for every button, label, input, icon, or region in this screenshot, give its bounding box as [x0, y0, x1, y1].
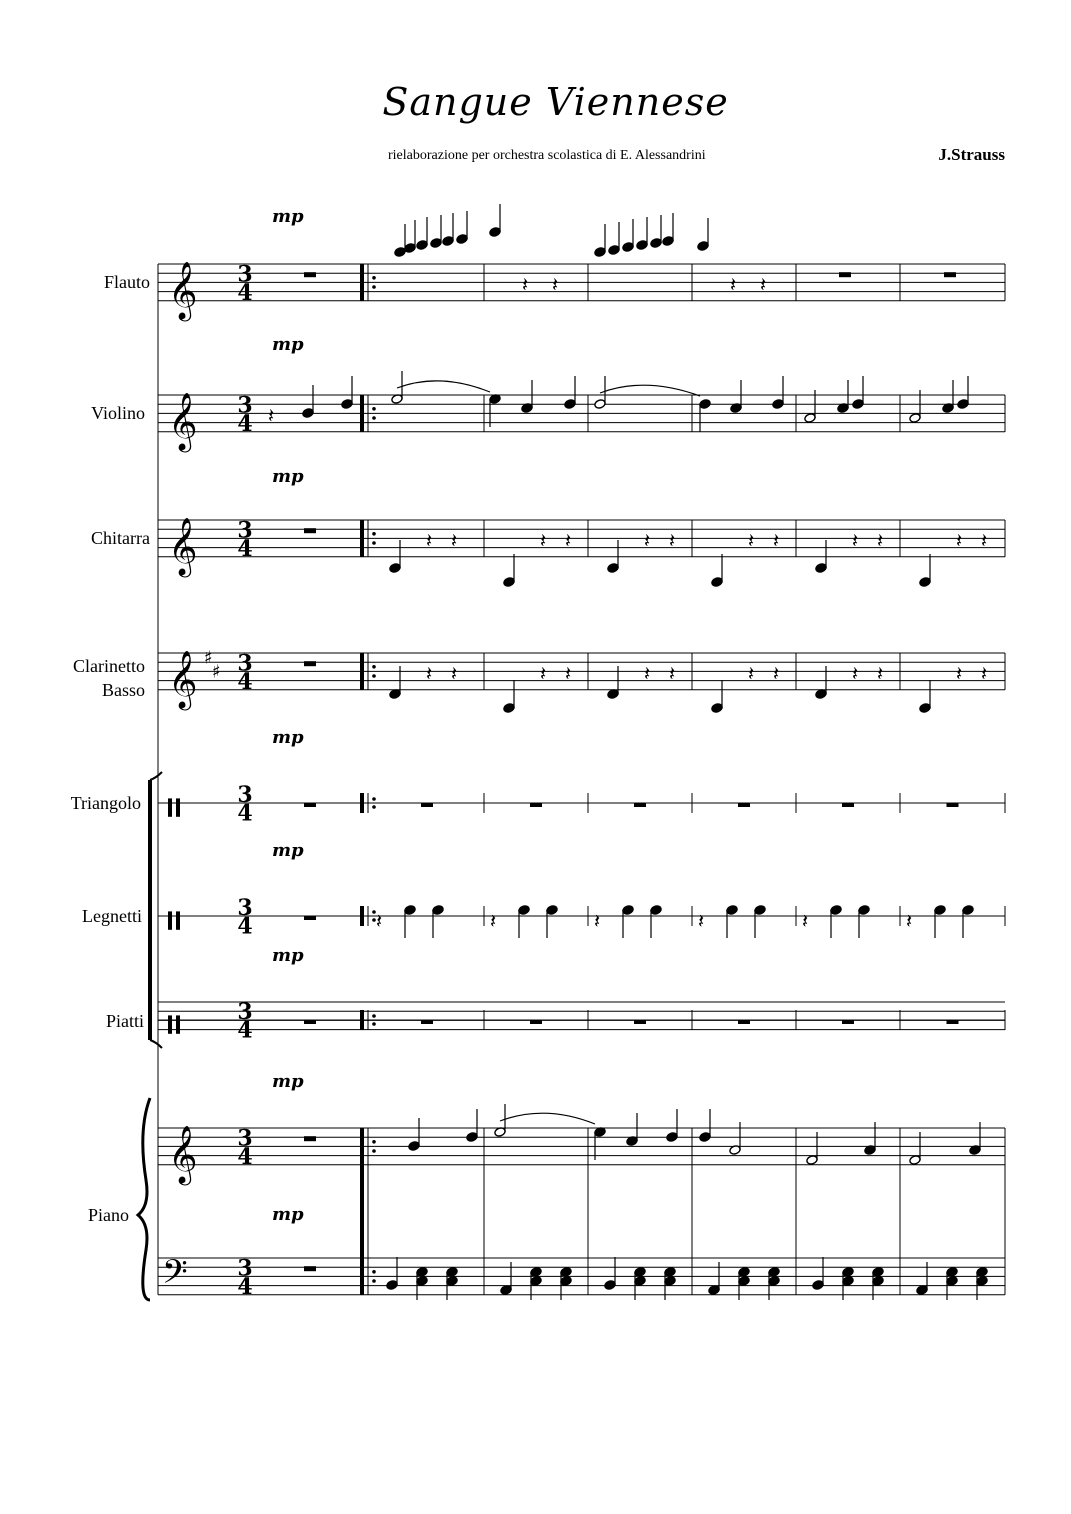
chitarra-rest: 𝄽: [451, 528, 458, 553]
clarinetto-note: [919, 703, 931, 714]
chitarra-repeat-dot: [372, 532, 376, 536]
legnetti-note: [962, 905, 974, 916]
chitarra-rest: 𝄽: [565, 528, 572, 553]
triangolo-repeat-dot: [372, 805, 376, 809]
dynamic-legnetti: mp: [272, 945, 304, 966]
piano-lh-note: [842, 1267, 854, 1278]
clarinetto-rest: 𝄽: [540, 661, 547, 686]
clarinetto-treble-clef: 𝄞: [168, 649, 198, 708]
piano-rh-repeat-dot: [372, 1140, 376, 1144]
clarinetto-rest: 𝄽: [565, 661, 572, 686]
piano-lh-note: [976, 1267, 988, 1278]
legnetti-note: [546, 905, 558, 916]
violino-repeat-dot: [372, 416, 376, 420]
piano-lh-note: [842, 1276, 854, 1287]
clarinetto-time-top: 3: [237, 650, 253, 677]
flauto-note: [636, 240, 648, 251]
legnetti-note: [518, 905, 530, 916]
flauto-note: [650, 238, 662, 249]
label-clarinetto: Clarinetto: [73, 656, 145, 676]
legnetti-note: [432, 905, 444, 916]
label-triangolo: Triangolo: [70, 793, 141, 813]
piano-lh-note: [768, 1267, 780, 1278]
violino-tie: [397, 381, 490, 392]
piano-lh-repeat-dot: [372, 1270, 376, 1274]
violino-time-top: 3: [237, 392, 253, 419]
flauto-note: [622, 242, 634, 253]
legnetti-rest: 𝄽: [802, 909, 809, 933]
chitarra-note: [503, 577, 515, 588]
legnetti-note: [622, 905, 634, 916]
violino-repeat-dot: [372, 407, 376, 411]
flauto-rest: [944, 272, 956, 277]
flauto-repeat-dot: [372, 276, 376, 280]
legnetti-note: [726, 905, 738, 916]
piano-lh-note: [604, 1280, 616, 1291]
legnetti-rest: 𝄽: [594, 909, 601, 933]
dynamic-triangolo: mp: [272, 840, 304, 861]
piatti-percussion-clef: [168, 1015, 172, 1033]
violino-time-bottom: 4: [237, 410, 253, 437]
piano-lh-note: [634, 1276, 646, 1287]
legnetti-rest: [304, 916, 316, 920]
chitarra-rest: 𝄽: [426, 528, 433, 553]
piano-lh-repeat-dot: [372, 1279, 376, 1283]
violino-note: [341, 399, 353, 410]
piano-lh-note: [872, 1267, 884, 1278]
chitarra-rest: 𝄽: [852, 528, 859, 553]
clarinetto-rest: 𝄽: [669, 661, 676, 686]
legnetti-note: [858, 905, 870, 916]
label-legnetti: Legnetti: [82, 906, 142, 926]
chitarra-rest: 𝄽: [877, 528, 884, 553]
clarinetto-rest: [304, 661, 316, 666]
flauto-rest: [304, 272, 316, 277]
flauto-note: [662, 236, 674, 247]
composer-name: J.Strauss: [938, 145, 1005, 164]
violino-note: [772, 399, 784, 410]
violino-note: [852, 399, 864, 410]
flauto-note: [442, 236, 454, 247]
piano-rh-time-bottom: 4: [237, 1143, 253, 1170]
clarinetto-repeat-dot: [372, 665, 376, 669]
percussion-bracket-top: [150, 772, 162, 780]
chitarra-time-top: 3: [237, 517, 253, 544]
chitarra-rest: 𝄽: [956, 528, 963, 553]
chitarra-treble-clef: 𝄞: [168, 516, 198, 575]
piano-rh-tie: [500, 1113, 595, 1124]
violino-rest: 𝄽: [268, 403, 275, 428]
piano-lh-note: [916, 1285, 928, 1296]
flauto-note: [456, 234, 468, 245]
legnetti-time-bottom: 4: [237, 913, 253, 940]
chitarra-rest: [304, 528, 316, 533]
violino-tie: [600, 385, 700, 396]
piano-lh-note: [500, 1285, 512, 1296]
chitarra-note: [919, 577, 931, 588]
piano-rh-repeat-dot: [372, 1149, 376, 1153]
flauto-repeat-dot: [372, 285, 376, 289]
flauto-rest: [839, 272, 851, 277]
piatti-repeat-dot: [372, 1014, 376, 1018]
chitarra-note: [711, 577, 723, 588]
violino-note: [594, 399, 606, 410]
piatti-time-top: 3: [237, 999, 253, 1025]
chitarra-rest: 𝄽: [540, 528, 547, 553]
chitarra-rest: 𝄽: [748, 528, 755, 553]
piatti-repeat-dot: [372, 1022, 376, 1026]
clarinetto-note: [711, 703, 723, 714]
legnetti-percussion-clef: [168, 911, 172, 929]
piano-lh-time-bottom: 4: [237, 1273, 253, 1300]
flauto-time-bottom: 4: [237, 279, 253, 306]
legnetti-note: [754, 905, 766, 916]
piatti-percussion-clef: [176, 1015, 180, 1033]
piano-lh-note: [946, 1276, 958, 1287]
clarinetto-rest: 𝄽: [956, 661, 963, 686]
triangolo-time-top: 3: [237, 782, 253, 808]
chitarra-rest: 𝄽: [773, 528, 780, 553]
violino-note: [957, 399, 969, 410]
legnetti-rest: 𝄽: [698, 909, 705, 933]
clarinetto-rest: 𝄽: [877, 661, 884, 686]
flauto-time-top: 3: [237, 261, 253, 288]
piano-lh-note: [738, 1276, 750, 1287]
chitarra-note: [389, 563, 401, 574]
triangolo-percussion-clef: [168, 798, 172, 816]
triangolo-percussion-clef: [176, 798, 180, 816]
label-chitarra: Chitarra: [91, 528, 150, 548]
piano-rh-note: [408, 1141, 420, 1152]
triangolo-rest: [304, 803, 316, 807]
score-subtitle: rielaborazione per orchestra scolastica di E. Alessandrini: [388, 148, 706, 163]
flauto-treble-clef: 𝄞: [168, 260, 198, 319]
clarinetto-key-sharp: ♯: [212, 661, 221, 683]
triangolo-rest: [738, 803, 750, 807]
violino-note: [564, 399, 576, 410]
triangolo-rest: [421, 803, 433, 807]
chitarra-rest: 𝄽: [981, 528, 988, 553]
dynamic-clarinetto: mp: [272, 727, 304, 748]
triangolo-rest: [530, 803, 542, 807]
piatti-time-bottom: 4: [237, 1017, 253, 1044]
piano-lh-note: [386, 1280, 398, 1291]
piano-brace: [138, 1098, 150, 1300]
legnetti-time-top: 3: [237, 895, 253, 921]
violino-note: [804, 413, 816, 424]
flauto-note: [416, 240, 428, 251]
piano-rh-time-top: 3: [237, 1125, 253, 1152]
piano-lh-note: [446, 1276, 458, 1287]
chitarra-rest: 𝄽: [644, 528, 651, 553]
piano-lh-note: [416, 1267, 428, 1278]
clarinetto-note: [503, 703, 515, 714]
piano-lh-note: [708, 1285, 720, 1296]
label-piano: Piano: [87, 1205, 129, 1225]
piano-lh-note: [560, 1276, 572, 1287]
piano-rh-note: [909, 1155, 921, 1166]
flauto-note: [430, 238, 442, 249]
piano-lh-note: [664, 1267, 676, 1278]
chitarra-time-bottom: 4: [237, 535, 253, 562]
flauto-note: [594, 247, 606, 258]
clarinetto-rest: 𝄽: [773, 661, 780, 686]
clarinetto-rest: 𝄽: [644, 661, 651, 686]
piano-lh-note: [530, 1276, 542, 1287]
flauto-note: [608, 245, 620, 256]
triangolo-time-bottom: 4: [237, 800, 253, 827]
clarinetto-repeat-dot: [372, 674, 376, 678]
piano-rh-note: [699, 1132, 711, 1143]
legnetti-note: [830, 905, 842, 916]
piano-rh-note: [666, 1132, 678, 1143]
piano-lh-note: [946, 1267, 958, 1278]
chitarra-repeat-dot: [372, 541, 376, 545]
legnetti-rest: 𝄽: [906, 909, 913, 933]
clarinetto-rest: 𝄽: [852, 661, 859, 686]
flauto-note: [697, 241, 709, 252]
piano-lh-rest: [304, 1266, 316, 1271]
piano-lh-note: [634, 1267, 646, 1278]
flauto-rest: 𝄽: [522, 272, 529, 297]
clarinetto-rest: 𝄽: [451, 661, 458, 686]
piano-lh-note: [812, 1280, 824, 1291]
legnetti-rest: 𝄽: [490, 909, 497, 933]
label-violino: Violino: [91, 403, 145, 423]
legnetti-note: [650, 905, 662, 916]
label-basso: Basso: [101, 680, 145, 700]
piano-lh-note: [738, 1267, 750, 1278]
piano-treble-clef: 𝄞: [168, 1124, 198, 1183]
piano-lh-note: [976, 1276, 988, 1287]
clarinetto-rest: 𝄽: [426, 661, 433, 686]
dynamic-piano-lh: mp: [272, 1204, 304, 1225]
legnetti-percussion-clef: [176, 911, 180, 929]
label-piatti: Piatti: [105, 1011, 144, 1031]
chitarra-note: [607, 563, 619, 574]
piano-rh-rest: [304, 1136, 316, 1141]
chitarra-rest: 𝄽: [669, 528, 676, 553]
clarinetto-rest: 𝄽: [748, 661, 755, 686]
triangolo-rest: [634, 803, 646, 807]
flauto-note: [489, 227, 501, 238]
piano-lh-note: [768, 1276, 780, 1287]
violino-note: [699, 399, 711, 410]
piano-lh-note: [530, 1267, 542, 1278]
clarinetto-key-sharp: ♯: [204, 647, 213, 669]
violino-note: [302, 408, 314, 419]
legnetti-note: [404, 905, 416, 916]
dynamic-chitarra: mp: [272, 466, 304, 487]
piano-rh-note: [466, 1132, 478, 1143]
violino-note: [909, 413, 921, 424]
dynamic-flauto: mp: [272, 206, 304, 227]
dynamic-violino: mp: [272, 334, 304, 355]
percussion-bracket-bottom: [150, 1040, 162, 1048]
piano-lh-note: [446, 1267, 458, 1278]
triangolo-rest: [842, 803, 854, 807]
triangolo-repeat-dot: [372, 797, 376, 801]
piano-lh-time-top: 3: [237, 1255, 253, 1282]
label-flauto: Flauto: [103, 272, 150, 292]
triangolo-rest: [947, 803, 959, 807]
piano-rh-note: [806, 1155, 818, 1166]
clarinetto-time-bottom: 4: [237, 668, 253, 695]
flauto-rest: 𝄽: [552, 272, 559, 297]
flauto-rest: 𝄽: [760, 272, 767, 297]
score-title: Sangue Viennese: [382, 80, 729, 124]
piano-lh-note: [872, 1276, 884, 1287]
dynamic-piano-rh: mp: [272, 1071, 304, 1092]
legnetti-note: [934, 905, 946, 916]
violino-treble-clef: 𝄞: [168, 391, 198, 450]
chitarra-note: [815, 563, 827, 574]
piano-lh-note: [664, 1276, 676, 1287]
piano-bass-clef: 𝄢: [162, 1253, 188, 1300]
clarinetto-rest: 𝄽: [981, 661, 988, 686]
legnetti-rest: 𝄽: [376, 909, 383, 933]
flauto-rest: 𝄽: [730, 272, 737, 297]
piano-lh-note: [560, 1267, 572, 1278]
piano-lh-note: [416, 1276, 428, 1287]
